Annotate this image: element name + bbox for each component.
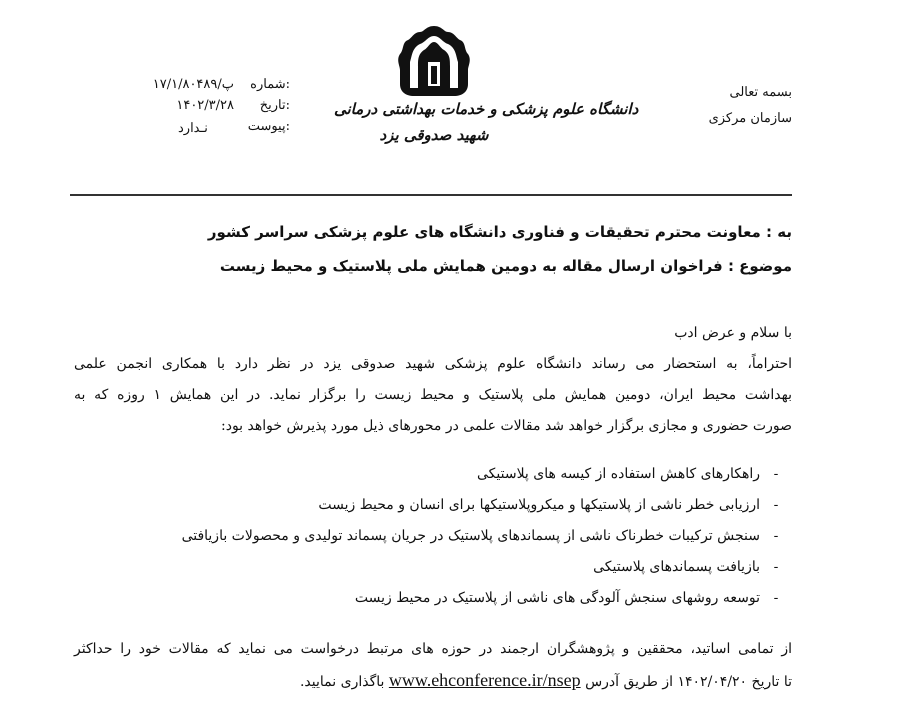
date-value: ۱۴۰۲/۳/۲۸ xyxy=(176,98,234,113)
date-row xyxy=(140,95,290,116)
attachment-value: نـدارد xyxy=(178,121,208,136)
logo-line-1: دانشگاه علوم پزشکی و خدمات بهداشتی درمانی xyxy=(334,100,639,118)
paragraph-line-2: بهداشت محیط ایران، دومین همایش ملی پلاستیک و محیط زیست را برگزار نماید. در این همایش ۱ روزه که به xyxy=(74,387,792,403)
letter-body xyxy=(74,318,792,442)
list-item xyxy=(92,552,792,583)
bullet-dash: - xyxy=(773,590,779,606)
header-right xyxy=(709,80,792,132)
bullet-dash: - xyxy=(773,559,779,575)
conference-url-link[interactable]: www.ehconference.ir/nsep xyxy=(388,670,581,690)
paragraph-line-3: صورت حضوری و مجازی برگزار خواهد شد مقالات علمی در محورهای ذیل مورد پذیرش خواهد بود: xyxy=(221,418,792,434)
list-item xyxy=(92,521,792,552)
organization-name: سازمان مرکزی xyxy=(708,111,792,126)
bullet-dash: - xyxy=(773,497,779,513)
topics-list xyxy=(92,459,792,614)
header-divider xyxy=(70,194,792,196)
topic-text: بازیافت پسماندهای پلاستیکی xyxy=(593,559,760,575)
closing-request: باگذاری نمایید. xyxy=(299,674,385,690)
number-row xyxy=(140,74,290,95)
invocation-text: بسمه تعالی xyxy=(729,85,792,100)
greeting: با سلام و عرض ادب xyxy=(674,325,792,341)
attachment-row xyxy=(140,116,290,137)
bullet-dash: - xyxy=(773,528,779,544)
letter-meta xyxy=(140,74,290,137)
paragraph-line-1: احتراماً، به استحضار می رساند دانشگاه علوم پزشکی شهید صدوقی یزد در نظر دارد با همکاری انجمن علمی xyxy=(74,356,792,372)
closing-line-2 xyxy=(74,665,792,698)
bullet-dash: - xyxy=(773,466,779,482)
topic-text: راهکارهای کاهش استفاده از کیسه های پلاستیکی xyxy=(477,466,760,482)
closing-deadline: تا تاریخ ۱۴۰۲/۰۴/۲۰ از طریق آدرس xyxy=(585,674,792,690)
subject: موضوع : فراخوان ارسال مقاله به دومین همایش ملی پلاستیک و محیط زیست xyxy=(219,257,792,275)
list-item xyxy=(92,490,792,521)
logo-line-2: شهید صدوقی یزد xyxy=(379,126,489,144)
addressee: به : معاونت محترم تحقیقات و فناوری دانشگاه های علوم پزشکی سراسر کشور xyxy=(207,223,792,241)
topic-text: سنجش ترکیبات خطرناک ناشی از پسماندهای پلاستیک در جریان پسماند تولیدی و محصولات بازیافتی xyxy=(181,528,760,544)
list-item xyxy=(92,459,792,490)
closing-line-1: از تمامی اساتید، محققین و پژوهشگران ارجمند در حوزه های مرتبط درخواست می نماید که مقالات خود را حداکثر xyxy=(74,641,792,657)
attachment-label: پیوست: xyxy=(247,119,290,134)
date-label: تاریخ: xyxy=(259,98,290,113)
university-logo xyxy=(334,22,639,172)
emblem-icon xyxy=(334,22,639,172)
topic-text: ارزیابی خطر ناشی از پلاستیکها و میکروپلاستیکها برای انسان و محیط زیست xyxy=(318,497,760,513)
number-label: شماره: xyxy=(250,77,290,92)
number-value: ۱۷/۱/۸۰۴۸۹/پ xyxy=(152,77,234,92)
closing-paragraph xyxy=(74,634,792,698)
topic-text: توسعه روشهای سنجش آلودگی های ناشی از پلاستیک در محیط زیست xyxy=(354,590,760,606)
list-item xyxy=(92,583,792,614)
